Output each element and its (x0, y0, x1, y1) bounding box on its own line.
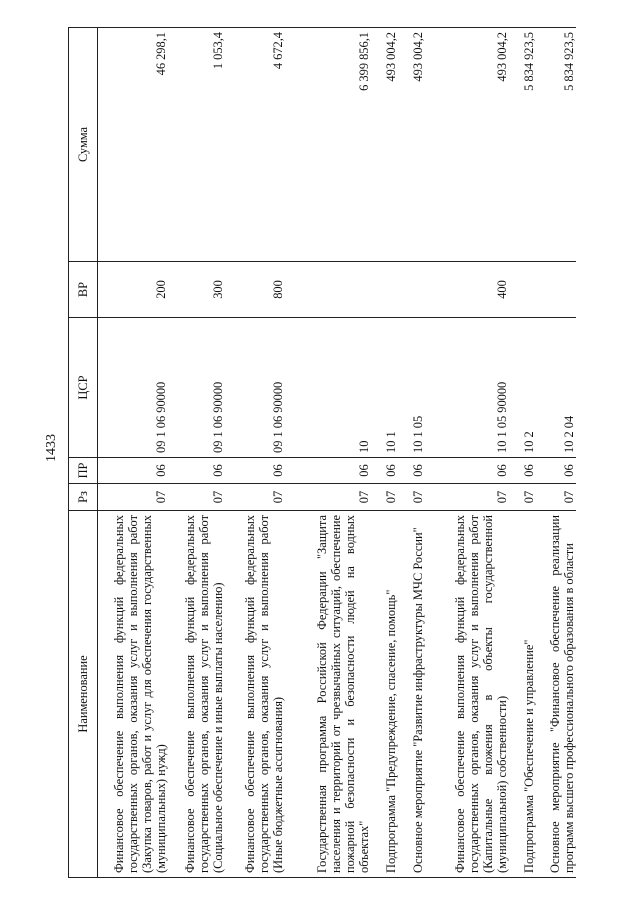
row-csr: 09 1 06 90000 (225, 318, 285, 458)
budget-table-rotated (68, 28, 604, 878)
header-rz: Рз (69, 484, 98, 511)
row-csr: 09 1 06 90000 (168, 318, 225, 458)
table-row (285, 28, 371, 878)
row-vr: 300 (168, 262, 225, 318)
row-pr: 06 (425, 458, 509, 484)
row-pr: 06 (168, 458, 225, 484)
row-rz: 07 (536, 484, 576, 511)
row-pr: 06 (536, 458, 576, 484)
row-rz: 07 (371, 484, 398, 511)
row-sum: 46 298,1 (98, 28, 168, 262)
row-vr (509, 262, 536, 318)
row-name: Подпрограмма "Обеспечение и управление" (509, 511, 536, 878)
row-csr: 10 1 05 (398, 318, 425, 458)
row-csr: 10 (285, 318, 371, 458)
row-sum: 493 004,2 (398, 28, 425, 262)
row-rz: 07 (168, 484, 225, 511)
header-sum: Сумма (69, 28, 98, 262)
row-rz: 07 (425, 484, 509, 511)
row-name: Основное мероприятие "Финансовое обеспечение реализации программ высшего профессионального образования в области (536, 511, 576, 878)
row-csr: 09 1 06 90000 (98, 318, 168, 458)
row-name: Финансовое обеспечение выполнения функций федеральных государственных органов, оказания услуг и выполнения работ (Социальное обеспечение и иные выплаты населению) (168, 511, 225, 878)
row-pr: 06 (225, 458, 285, 484)
budget-table (68, 27, 576, 878)
row-vr (285, 262, 371, 318)
row-sum: 1 053,4 (168, 28, 225, 262)
header-pr: ПР (69, 458, 98, 484)
row-vr: 400 (425, 262, 509, 318)
header-csr: ЦСР (69, 318, 98, 458)
page-number: 1433 (44, 434, 59, 462)
row-sum: 493 004,2 (371, 28, 398, 262)
row-name: Финансовое обеспечение выполнения функций федеральных государственных органов, оказания услуг и выполнения работ (Иные бюджетные ассигнования) (225, 511, 285, 878)
row-pr: 06 (285, 458, 371, 484)
table-header-row (69, 28, 98, 878)
row-sum: 493 004,2 (425, 28, 509, 262)
table-row (536, 28, 576, 878)
row-rz: 07 (398, 484, 425, 511)
row-rz: 07 (225, 484, 285, 511)
table-row (168, 28, 225, 878)
row-vr: 200 (98, 262, 168, 318)
row-pr: 06 (509, 458, 536, 484)
row-vr (398, 262, 425, 318)
table-row (225, 28, 285, 878)
row-name: Основное мероприятие "Развитие инфраструктуры МЧС России" (398, 511, 425, 878)
header-name: Наименование (69, 511, 98, 878)
row-csr: 10 2 (509, 318, 536, 458)
row-sum: 4 672,4 (225, 28, 285, 262)
header-vr: ВР (69, 262, 98, 318)
row-sum: 6 399 856,1 (285, 28, 371, 262)
row-rz: 07 (285, 484, 371, 511)
row-pr: 06 (371, 458, 398, 484)
row-csr: 10 1 05 90000 (425, 318, 509, 458)
row-sum: 5 834 923,5 (536, 28, 576, 262)
table-row (371, 28, 398, 878)
table-row (425, 28, 509, 878)
row-name: Подпрограмма "Предупреждение, спасение, помощь" (371, 511, 398, 878)
row-pr: 06 (398, 458, 425, 484)
row-name: Финансовое обеспечение выполнения функций федеральных государственных органов, оказания услуг и выполнения работ (Закупка товаров, работ и услуг для обеспечения государственных (муниципальных) нужд) (98, 511, 168, 878)
table-row (509, 28, 536, 878)
row-vr (536, 262, 576, 318)
table-row (398, 28, 425, 878)
row-rz: 07 (509, 484, 536, 511)
row-csr: 10 1 (371, 318, 398, 458)
row-rz: 07 (98, 484, 168, 511)
row-vr: 800 (225, 262, 285, 318)
row-vr (371, 262, 398, 318)
row-sum: 5 834 923,5 (509, 28, 536, 262)
row-pr: 06 (98, 458, 168, 484)
table-row (98, 28, 168, 878)
row-name: Государственная программа Российской Федерации "Защита населения и территорий от чрезвычайных ситуаций, обеспечение пожарной безопасности и безопасности людей на водных объектах" (285, 511, 371, 878)
row-name: Финансовое обеспечение выполнения функций федеральных государственных органов, оказания услуг и выполнения работ (Капитальные вложения в объекты государственной (муниципальной) собственности) (425, 511, 509, 878)
row-csr: 10 2 04 (536, 318, 576, 458)
